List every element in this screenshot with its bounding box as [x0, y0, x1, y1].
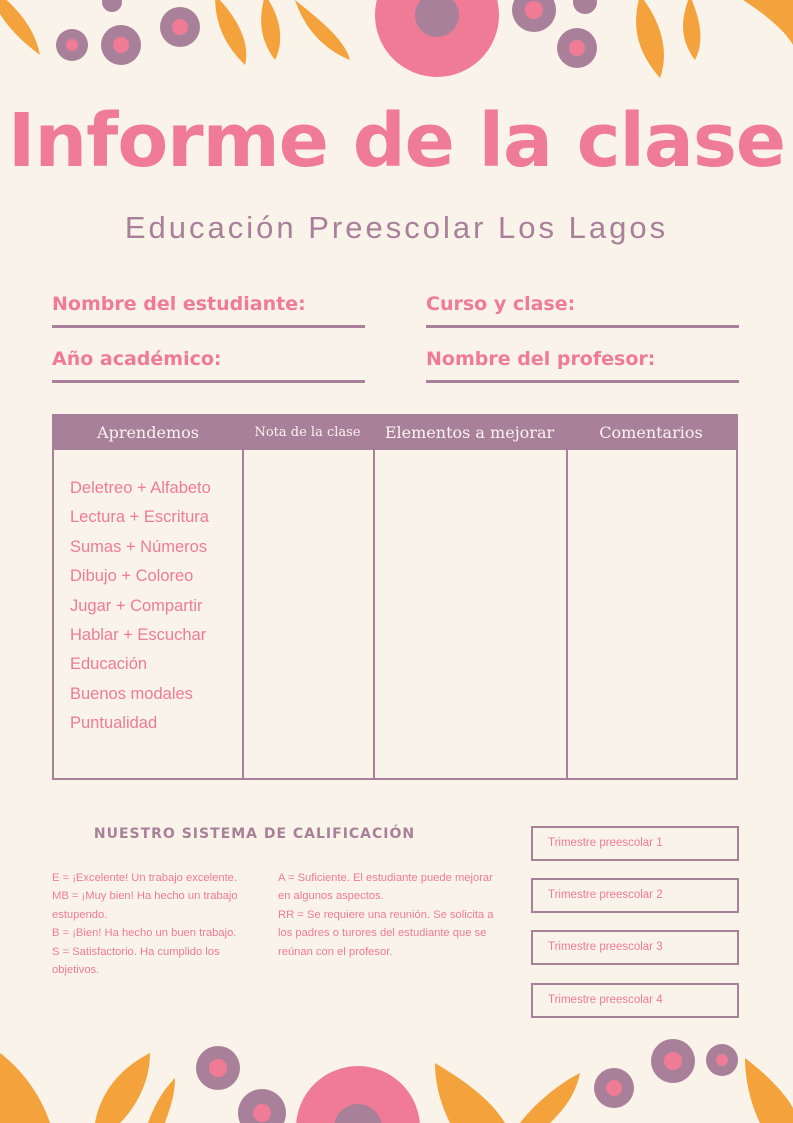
teacher-name-field[interactable] — [426, 340, 739, 383]
bottom-floral-decoration — [0, 1033, 793, 1123]
list-item: Educación — [70, 655, 148, 674]
term-box-2[interactable] — [531, 878, 739, 913]
grade-e: E = ¡Excelente! Un trabajo excelente. — [52, 872, 238, 884]
list-item: Puntualidad — [70, 714, 158, 733]
header-comentarios: Comentarios — [599, 423, 703, 442]
column-divider — [373, 416, 375, 778]
teacher-name-label: Nombre del profesor: — [426, 348, 656, 370]
header-aprendemos: Aprendemos — [97, 423, 199, 442]
header-nota: Nota de la clase — [254, 425, 361, 440]
pink-flower-icon — [375, 0, 499, 77]
term-label: Trimestre preescolar 1 — [548, 837, 663, 849]
top-floral-decoration — [0, 0, 793, 95]
header-elementos: Elementos a mejorar — [384, 423, 555, 442]
list-item: Sumas + Números — [70, 537, 208, 556]
grade-a: A = Suficiente. El estudiante puede mejorar en algunos aspectos. — [278, 872, 493, 903]
term-label: Trimestre preescolar 3 — [548, 941, 663, 953]
grade-rr: RR = Se requiere una reunión. Se solicita a los padres o turores del estudiante que se reúnan con el profesor. — [278, 908, 494, 958]
learning-list — [70, 474, 211, 739]
course-class-label: Curso y clase: — [426, 293, 576, 315]
pink-flower-icon — [296, 1066, 420, 1123]
list-item: Deletreo + Alfabeto — [70, 479, 211, 497]
list-item: Hablar + Escuchar — [70, 625, 207, 644]
page-title: Informe de la clase — [7, 98, 786, 184]
grade-s: S = Satisfactorio. Ha cumplido los objetivos. — [52, 945, 220, 977]
list-item: Buenos modales — [70, 684, 193, 703]
list-item: Dibujo + Coloreo — [70, 567, 194, 586]
term-label: Trimestre preescolar 2 — [548, 889, 663, 901]
course-class-field[interactable] — [426, 285, 739, 328]
grade-b: B = ¡Bien! Ha hecho un buen trabajo. — [52, 927, 237, 940]
student-name-field[interactable] — [52, 285, 365, 328]
student-name-label: Nombre del estudiante: — [52, 293, 306, 315]
list-item: Jugar + Compartir — [70, 596, 203, 615]
grade-mb: MB = ¡Muy bien! Ha hecho un trabajo estupendo. — [52, 890, 238, 921]
grading-title: NUESTRO SISTEMA DE CALIFICACIÓN — [93, 826, 416, 842]
table-header — [54, 416, 736, 450]
school-subtitle: Educación Preescolar Los Lagos — [124, 210, 669, 245]
grading-legend-left — [52, 869, 257, 979]
academic-year-label: Año académico: — [52, 348, 222, 370]
term-label: Trimestre preescolar 4 — [548, 994, 663, 1006]
term-box-3[interactable] — [531, 930, 739, 965]
term-box-1[interactable] — [531, 826, 739, 861]
academic-year-field[interactable] — [52, 340, 365, 383]
grading-legend-right — [278, 869, 496, 961]
column-divider — [566, 416, 568, 778]
term-box-4[interactable] — [531, 983, 739, 1018]
report-table — [52, 414, 738, 780]
list-item: Lectura + Escritura — [70, 508, 209, 527]
column-divider — [242, 416, 244, 778]
